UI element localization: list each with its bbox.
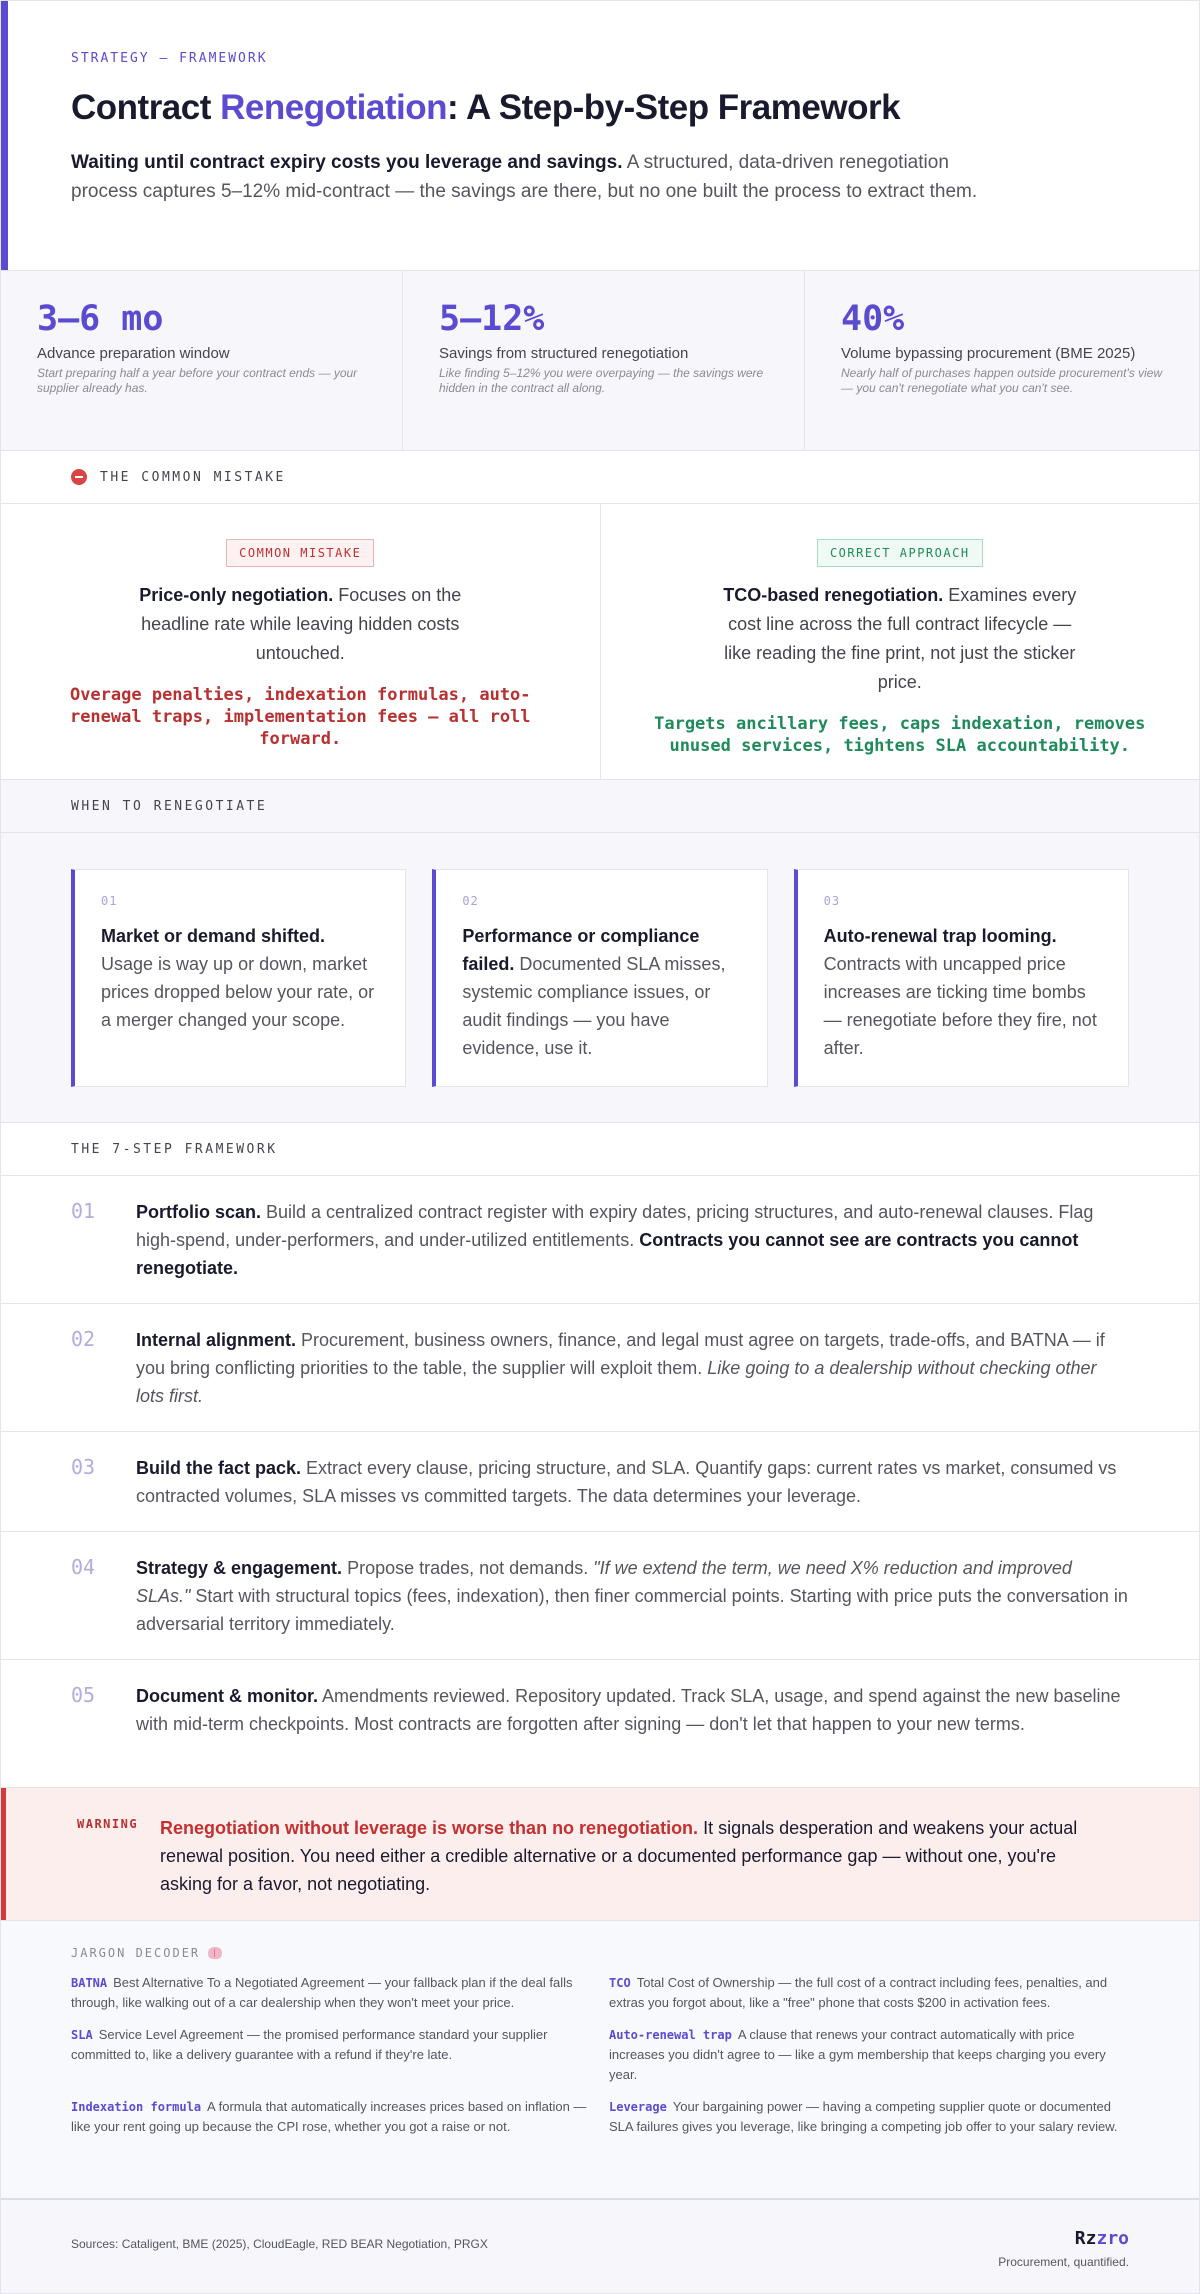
stat-card (1, 271, 403, 450)
step-number: 02 (71, 1327, 96, 1351)
jargon-term (609, 2097, 1131, 2137)
no-entry-icon (71, 469, 87, 485)
term-key: Leverage (609, 2100, 667, 2114)
step-row (1, 1176, 1199, 1304)
stat-note: Like finding 5–12% you were overpaying — the savings were hidden in the contract all along. (439, 366, 764, 395)
correct-panel (601, 504, 1200, 779)
trigger-body: Usage is way up or down, market prices dropped below your rate, or a merger changed your scope. (101, 954, 375, 1030)
stat-label: Savings from structured renegotiation (439, 345, 689, 362)
lede (71, 148, 991, 206)
step-italic: Like going to a dealership without checking other lots first. (136, 1358, 1097, 1406)
step-row (1, 1432, 1199, 1532)
step-title: Portfolio scan. (136, 1202, 262, 1222)
step-number: 04 (71, 1555, 96, 1579)
step-number: 05 (71, 1683, 96, 1707)
brain-icon (208, 1947, 222, 1959)
term-key: SLA (71, 2028, 93, 2042)
trigger-number: 03 (823, 894, 841, 908)
brand (998, 2228, 1129, 2269)
mistake-bold: Price-only negotiation. (139, 585, 334, 605)
warning-text (160, 1814, 1100, 1920)
step-text (136, 1198, 1129, 1303)
stat-value: 40% (841, 299, 905, 339)
term-definition: Your bargaining power — having a competing supplier quote or documented SLA failures gives you leverage, like bringing a competing job offer to your salary review. (609, 2099, 1118, 2134)
trigger-body: Documented SLA misses, systemic compliance issues, or audit findings — you have evidence, use it. (462, 954, 726, 1058)
jargon-decoder (1, 1921, 1199, 2200)
step-body: Procurement, business owners, finance, and legal must agree on targets, trade-offs, and BATNA — if you bring conflicting priorities to the table, the supplier will exploit them. (136, 1330, 1105, 1378)
trigger-number: 01 (101, 894, 118, 908)
term-definition: A formula that automatically increases prices based on inflation — like your rent going up because the CPI rose, whether you got a raise or not. (71, 2099, 587, 2134)
step-title: Build the fact pack. (136, 1458, 302, 1478)
trigger-card (71, 869, 406, 1087)
jargon-grid (71, 1973, 1129, 2149)
step-body: Build a centralized contract register with expiry dates, pricing structures, and auto-renewal clauses. Flag high-spend, under-performers, and under-utilized entitlements. (136, 1202, 1094, 1250)
stat-note: Nearly half of purchases happen outside procurement's view — you can't renegotiate what you can't see. (841, 366, 1163, 395)
stat-card (403, 271, 805, 450)
trigger-text (462, 922, 740, 1062)
section-heading-text: THE COMMON MISTAKE (100, 469, 286, 485)
term-key: Indexation formula (71, 2100, 202, 2114)
step-text (136, 1454, 1129, 1531)
warning-body: It signals desperation and weakens your actual renewal position. You need either a credible alternative or a documented performance gap — without one, you're asking for a favor, not negotiating. (160, 1818, 1078, 1894)
trigger-text (824, 922, 1102, 1062)
correct-description (720, 581, 1080, 697)
term-key: Auto-renewal trap (609, 2028, 732, 2042)
page-title (71, 88, 1129, 128)
term-definition: Service Level Agreement — the promised performance standard your supplier committed to, like a delivery guarantee with a refund if they're late. (71, 2027, 548, 2062)
stat-label: Advance preparation window (37, 345, 230, 362)
section-heading-steps: THE 7-STEP FRAMEWORK (1, 1123, 1199, 1176)
step-number: 03 (71, 1455, 96, 1479)
brand-logo-a: Rz (1074, 2228, 1097, 2249)
title-accent: Renegotiation (220, 88, 447, 127)
stat-value: 5–12% (439, 299, 545, 339)
hero (1, 1, 1199, 271)
trigger-bold: Auto-renewal trap looming. (823, 926, 1057, 946)
term-definition: Total Cost of Ownership — the full cost of a contract including fees, penalties, and extras you forgot about, like a "free" phone that costs $200 in activation fees. (609, 1975, 1108, 2010)
trigger-number: 02 (462, 894, 479, 908)
step-row (1, 1304, 1199, 1432)
brand-logo (998, 2228, 1129, 2249)
term-definition: Best Alternative To a Negotiated Agreement — your fallback plan if the deal falls through, like walking out of a car dealership when they won't meet your price. (71, 1975, 573, 2010)
jargon-heading (71, 1946, 1129, 1960)
correct-detail: Targets ancillary fees, caps indexation, removes unused services, tightens SLA accountability. (654, 714, 1146, 756)
eyebrow: STRATEGY — FRAMEWORK (71, 51, 268, 66)
step-title: Document & monitor. (136, 1686, 319, 1706)
sources: Sources: Cataligent, BME (2025), CloudEagle, RED BEAR Negotiation, PRGX (71, 2237, 488, 2251)
trigger-body: Contracts with uncapped price increases are ticking time bombs — renegotiate before they fire, not after. (823, 954, 1097, 1058)
warning-tag: WARNING (77, 1817, 139, 1831)
jargon-term (609, 2025, 1131, 2085)
title-pre: Contract (71, 88, 221, 127)
comparison (1, 504, 1199, 780)
correct-bold: TCO-based renegotiation. (723, 585, 944, 605)
step-text (136, 1326, 1129, 1431)
jargon-term (71, 2025, 593, 2085)
step-tail: Start with structural topics (fees, indexation), then finer commercial points. Starting with price puts the conversation in adversarial territory immediately. (136, 1586, 1128, 1634)
step-text (136, 1554, 1129, 1659)
lede-bold: Waiting until contract expiry costs you leverage and savings. (71, 152, 623, 173)
mistake-text: Focuses on the headline rate while leaving hidden costs untouched. (141, 585, 462, 663)
warning-bold: Renegotiation without leverage is worse than no renegotiation. (160, 1818, 699, 1838)
correct-text: Examines every cost line across the full contract lifecycle — like reading the fine print, not just the sticker price. (724, 585, 1077, 692)
mistake-description (120, 581, 480, 668)
when-cards (1, 833, 1199, 1123)
term-key: TCO (609, 1976, 631, 1990)
step-row (1, 1660, 1199, 1788)
step-number: 01 (71, 1199, 96, 1223)
step-body: Amendments reviewed. Repository updated. Track SLA, usage, and spend against the new baseline with mid-term checkpoints. Most contracts are forgotten after signing — don't let that happen to your new terms. (136, 1686, 1121, 1734)
lede-rest: A structured, data-driven renegotiation process captures 5–12% mid-contract — the savings are there, but no one built the process to extract them. (71, 152, 978, 202)
stats-row (1, 271, 1199, 451)
step-italic: "If we extend the term, we need X% reduction and improved SLAs." (136, 1558, 1072, 1606)
stat-note: Start preparing half a year before your contract ends — your supplier already has. (37, 366, 358, 395)
trigger-card (794, 869, 1129, 1087)
brand-logo-b: zro (1096, 2228, 1129, 2249)
step-title: Strategy & engagement. (136, 1558, 343, 1578)
step-title: Internal alignment. (136, 1330, 297, 1350)
mistake-detail: Overage penalties, indexation formulas, auto-renewal traps, implementation fees — all roll forward. (69, 685, 531, 749)
stat-value: 3–6 mo (37, 299, 164, 339)
jargon-heading-text: JARGON DECODER (71, 1946, 201, 1960)
trigger-card (432, 869, 767, 1087)
warning-callout (1, 1788, 1199, 1921)
step-row (1, 1532, 1199, 1660)
mistake-badge: COMMON MISTAKE (226, 539, 374, 567)
footer (1, 2200, 1199, 2294)
trigger-bold: Market or demand shifted. (101, 926, 326, 946)
term-definition: A clause that renews your contract automatically with price increases you didn't agree to — like a gym membership that keeps charging you every year. (609, 2027, 1106, 2082)
step-body: Propose trades, not demands. (342, 1558, 594, 1578)
brand-tagline: Procurement, quantified. (998, 2255, 1129, 2269)
jargon-term (609, 1973, 1131, 2013)
title-post: : A Step-by-Step Framework (446, 88, 901, 127)
trigger-bold: Performance or compliance failed. (462, 926, 700, 974)
step-emphasis: Contracts you cannot see are contracts you cannot renegotiate. (136, 1230, 1079, 1278)
step-text (136, 1682, 1129, 1787)
jargon-term (71, 2097, 593, 2137)
trigger-text (101, 922, 379, 1034)
term-key: BATNA (71, 1976, 108, 1990)
stat-card (805, 271, 1200, 450)
correct-badge: CORRECT APPROACH (817, 539, 983, 567)
section-heading-when: WHEN TO RENEGOTIATE (1, 780, 1199, 833)
section-heading-mistake (1, 451, 1199, 504)
mistake-panel (1, 504, 601, 779)
jargon-term (71, 1973, 593, 2013)
stat-label: Volume bypassing procurement (BME 2025) (841, 345, 1136, 362)
step-body: Extract every clause, pricing structure, and SLA. Quantify gaps: current rates vs market, consumed vs contracted volumes, SLA misses vs committed targets. The data determines your leverage. (136, 1458, 1117, 1506)
